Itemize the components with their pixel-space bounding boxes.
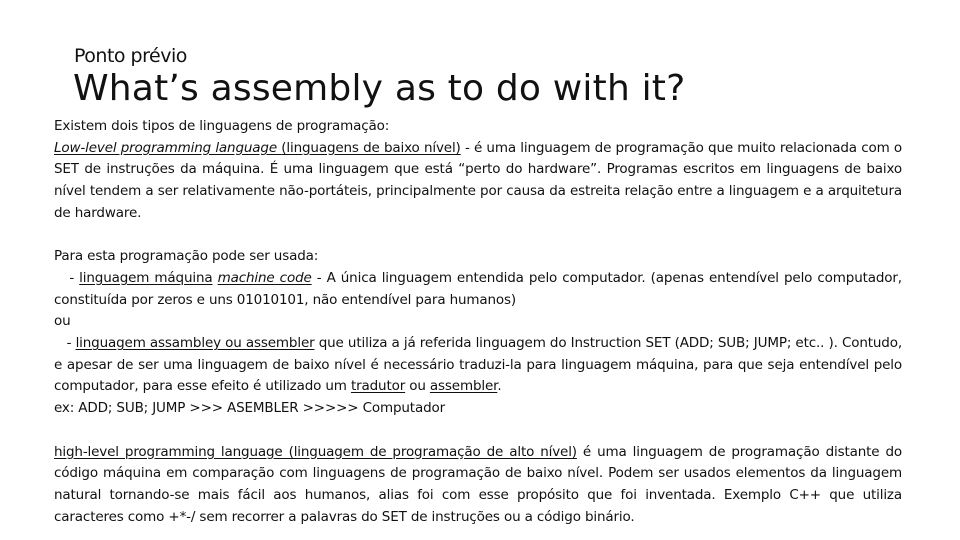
usage-intro: Para esta programação pode ser usada: [54, 248, 319, 265]
spacer [54, 225, 902, 247]
tradutor-term: tradutor [350, 378, 406, 395]
slide-title: What’s assembly as to do with it? [73, 68, 686, 109]
high-level-description: é uma linguagem de programação distante do código máquina em comparação com linguagens de programação de baixo nível. Podem ser usados elementos da linguagem natural tornando-se mais fácil aos humanos, alias foi com esse propósito que foi inventada. Exemplo C++ que utiliza caracteres como +*-/ sem recorrer a palavras do SET de instruções ou a código binário. [54, 443, 902, 525]
machine-code-paragraph: - linguagem máquina machine code - A única linguagem entendida pelo computador. (apenas entendível pelo computador, constituída por zeros e uns 01010101, não entendível para humanos) [54, 269, 902, 308]
high-level-term: high-level programming language (linguagem de programação de alto nível) [54, 443, 577, 460]
intro-line: Existem dois tipos de linguagens de programação: [54, 118, 390, 134]
assembly-term: linguagem assambley ou assembler [75, 335, 315, 352]
spacer [54, 420, 902, 442]
slide-body [54, 116, 902, 528]
machine-language-term: linguagem máquina [79, 269, 213, 286]
low-level-term: Low-level programming language (linguagens de baixo nível) [54, 139, 461, 156]
example-line: ex: ADD; SUB; JUMP >>> ASEMBLER >>>>> Computador [54, 400, 446, 417]
low-level-paragraph [54, 138, 902, 225]
or-line: ou [54, 313, 71, 330]
assembly-paragraph: - linguagem assambley ou assembler que utiliza a já referida linguagem do Instruction SET (ADD; SUB; JUMP; etc.. ). Contudo, e apesar de ser uma linguagem de baixo nível é necessário traduzi-la para linguagem máquina, para que seja entendível pelo computador, para esse efeito é utilizado um tradutor ou assembler. [54, 335, 902, 395]
section-kicker: Ponto prévio [74, 45, 187, 67]
machine-code-description: - A única linguagem entendida pelo computador. (apenas entendível pelo computador, constituída por zeros e uns 01010101, não entendível para humanos) [54, 269, 902, 308]
machine-code-term: machine code [217, 269, 312, 286]
assembly-description: que utiliza a já referida linguagem do Instruction SET (ADD; SUB; JUMP; etc.. ). Contudo, e apesar de ser uma linguagem de baixo nível é necessário traduzi-la para linguagem máquina, para que seja entendível pelo computador, para esse efeito é utilizado um [54, 335, 902, 395]
high-level-paragraph [54, 442, 902, 529]
assembler-term: assembler [429, 378, 498, 395]
low-level-description: - é uma linguagem de programação que muito relacionada com o SET de instruções da máquina. É uma linguagem que está “perto do hardware”. Programas escritos em linguagens de baixo nível tendem a ser relativamente não-portáteis, principalmente por causa da estreita relação entre a linguagem e a arquitetura de hardware. [54, 139, 902, 221]
